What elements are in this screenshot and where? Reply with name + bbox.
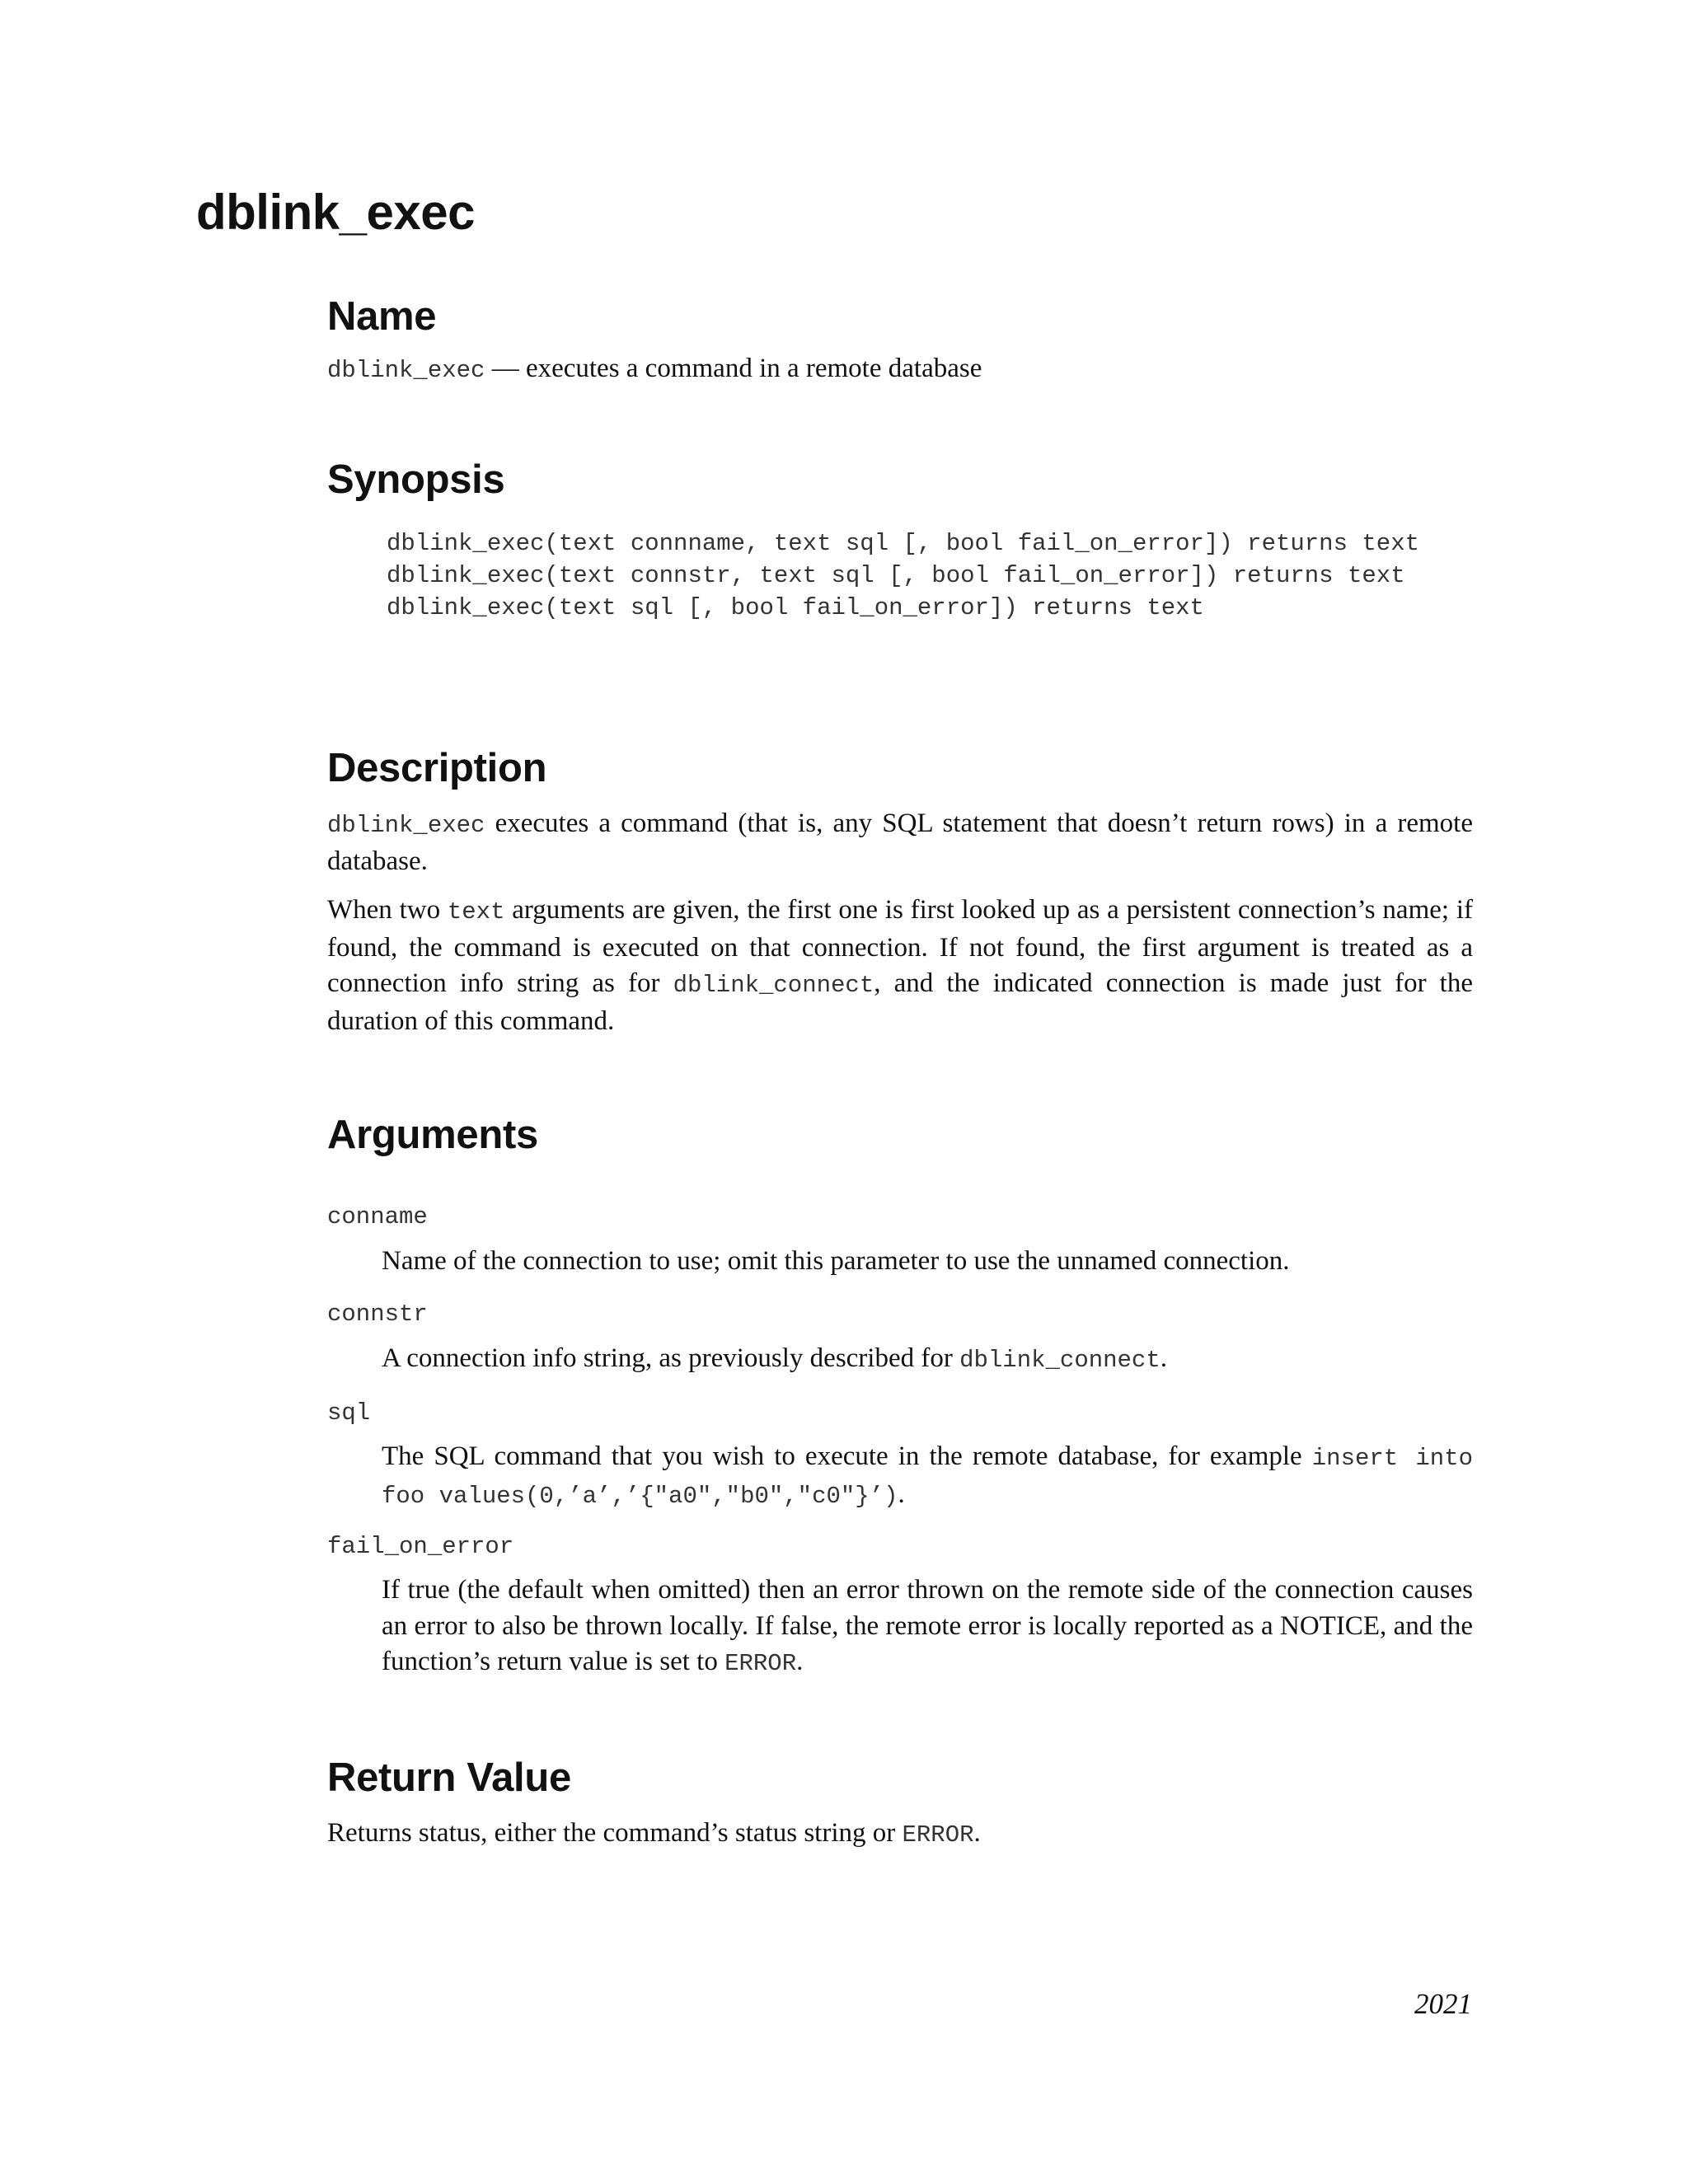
definition-text: .: [898, 1479, 905, 1509]
argument-term-conname: conname: [327, 1203, 428, 1230]
synopsis-line: dblink_exec(text connname, text sql [, bool fail_on_error]) returns text: [387, 530, 1420, 557]
inline-code: ERROR: [724, 1650, 797, 1677]
page-number: 2021: [1414, 1988, 1472, 2020]
inline-code: dblink_exec: [327, 812, 485, 839]
inline-code: text: [447, 898, 505, 926]
synopsis-line: dblink_exec(text sql [, bool fail_on_error]) returns text: [387, 594, 1204, 621]
inline-code: dblink_connect: [959, 1347, 1160, 1374]
definition-text: The SQL command that you wish to execute in the remote database, for example: [382, 1441, 1312, 1471]
inline-code: ERROR: [902, 1821, 974, 1849]
section-return-value: [327, 1751, 1473, 1854]
paragraph-text: When two: [327, 895, 448, 925]
name-function-code: dblink_exec: [327, 357, 485, 384]
argument-def-sql: [382, 1439, 1473, 1514]
inline-code: dblink_connect: [673, 972, 874, 999]
section-heading-name: Name: [327, 294, 437, 339]
paragraph-text: executes a command (that is, any SQL statement that doesn’t return rows) in a remote database.: [327, 808, 1473, 876]
section-heading-return-value: Return Value: [327, 1755, 571, 1800]
section-heading-arguments: Arguments: [327, 1113, 538, 1157]
synopsis-line: dblink_exec(text connstr, text sql [, bool fail_on_error]) returns text: [387, 562, 1405, 589]
return-value-text: [327, 1816, 1473, 1854]
name-summary: [327, 351, 1473, 389]
section-heading-synopsis: Synopsis: [327, 457, 505, 502]
definition-text: A connection info string, as previously described for: [382, 1343, 960, 1373]
argument-def-connstr: [382, 1341, 1473, 1379]
argument-def-conname: Name of the connection to use; omit this parameter to use the unnamed connection.: [382, 1246, 1290, 1276]
paragraph-text: Returns status, either the command’s status string or: [327, 1818, 903, 1848]
argument-term-sql: sql: [327, 1399, 371, 1427]
definition-text: If true (the default when omitted) then an error thrown on the remote side of the connection causes an error to also be thrown locally. If false, the remote error is locally reported as a NOTICE, and the function’s return value is set to: [382, 1575, 1473, 1676]
paragraph-text: , and the indicated connection is made just for the duration of this command.: [327, 968, 1473, 1036]
description-paragraph-1: [327, 806, 1473, 879]
definition-text: .: [1160, 1343, 1167, 1373]
section-synopsis: [327, 453, 1473, 635]
argument-def-fail-on-error: [382, 1572, 1473, 1682]
description-paragraph-2: [327, 893, 1473, 1039]
inline-code: insert into foo values(0,’a’,’{"a0","b0","c0"}’): [382, 1445, 1474, 1510]
section-heading-description: Description: [327, 746, 547, 790]
page-title: dblink_exec: [196, 185, 476, 240]
name-summary-text: — executes a command in a remote database: [485, 354, 982, 383]
paragraph-text: .: [973, 1818, 981, 1848]
argument-term-fail-on-error: fail_on_error: [327, 1533, 514, 1560]
section-description: [327, 742, 1473, 1039]
section-name: [327, 290, 1473, 389]
definition-text: .: [796, 1647, 804, 1676]
paragraph-text: arguments are given, the first one is first looked up as a persistent connection’s name; if found, the command is executed on that connection. If not found, the first argument is treated as a connection info string as for: [327, 895, 1473, 998]
section-arguments: [327, 1108, 1473, 1702]
argument-term-connstr: connstr: [327, 1301, 428, 1328]
